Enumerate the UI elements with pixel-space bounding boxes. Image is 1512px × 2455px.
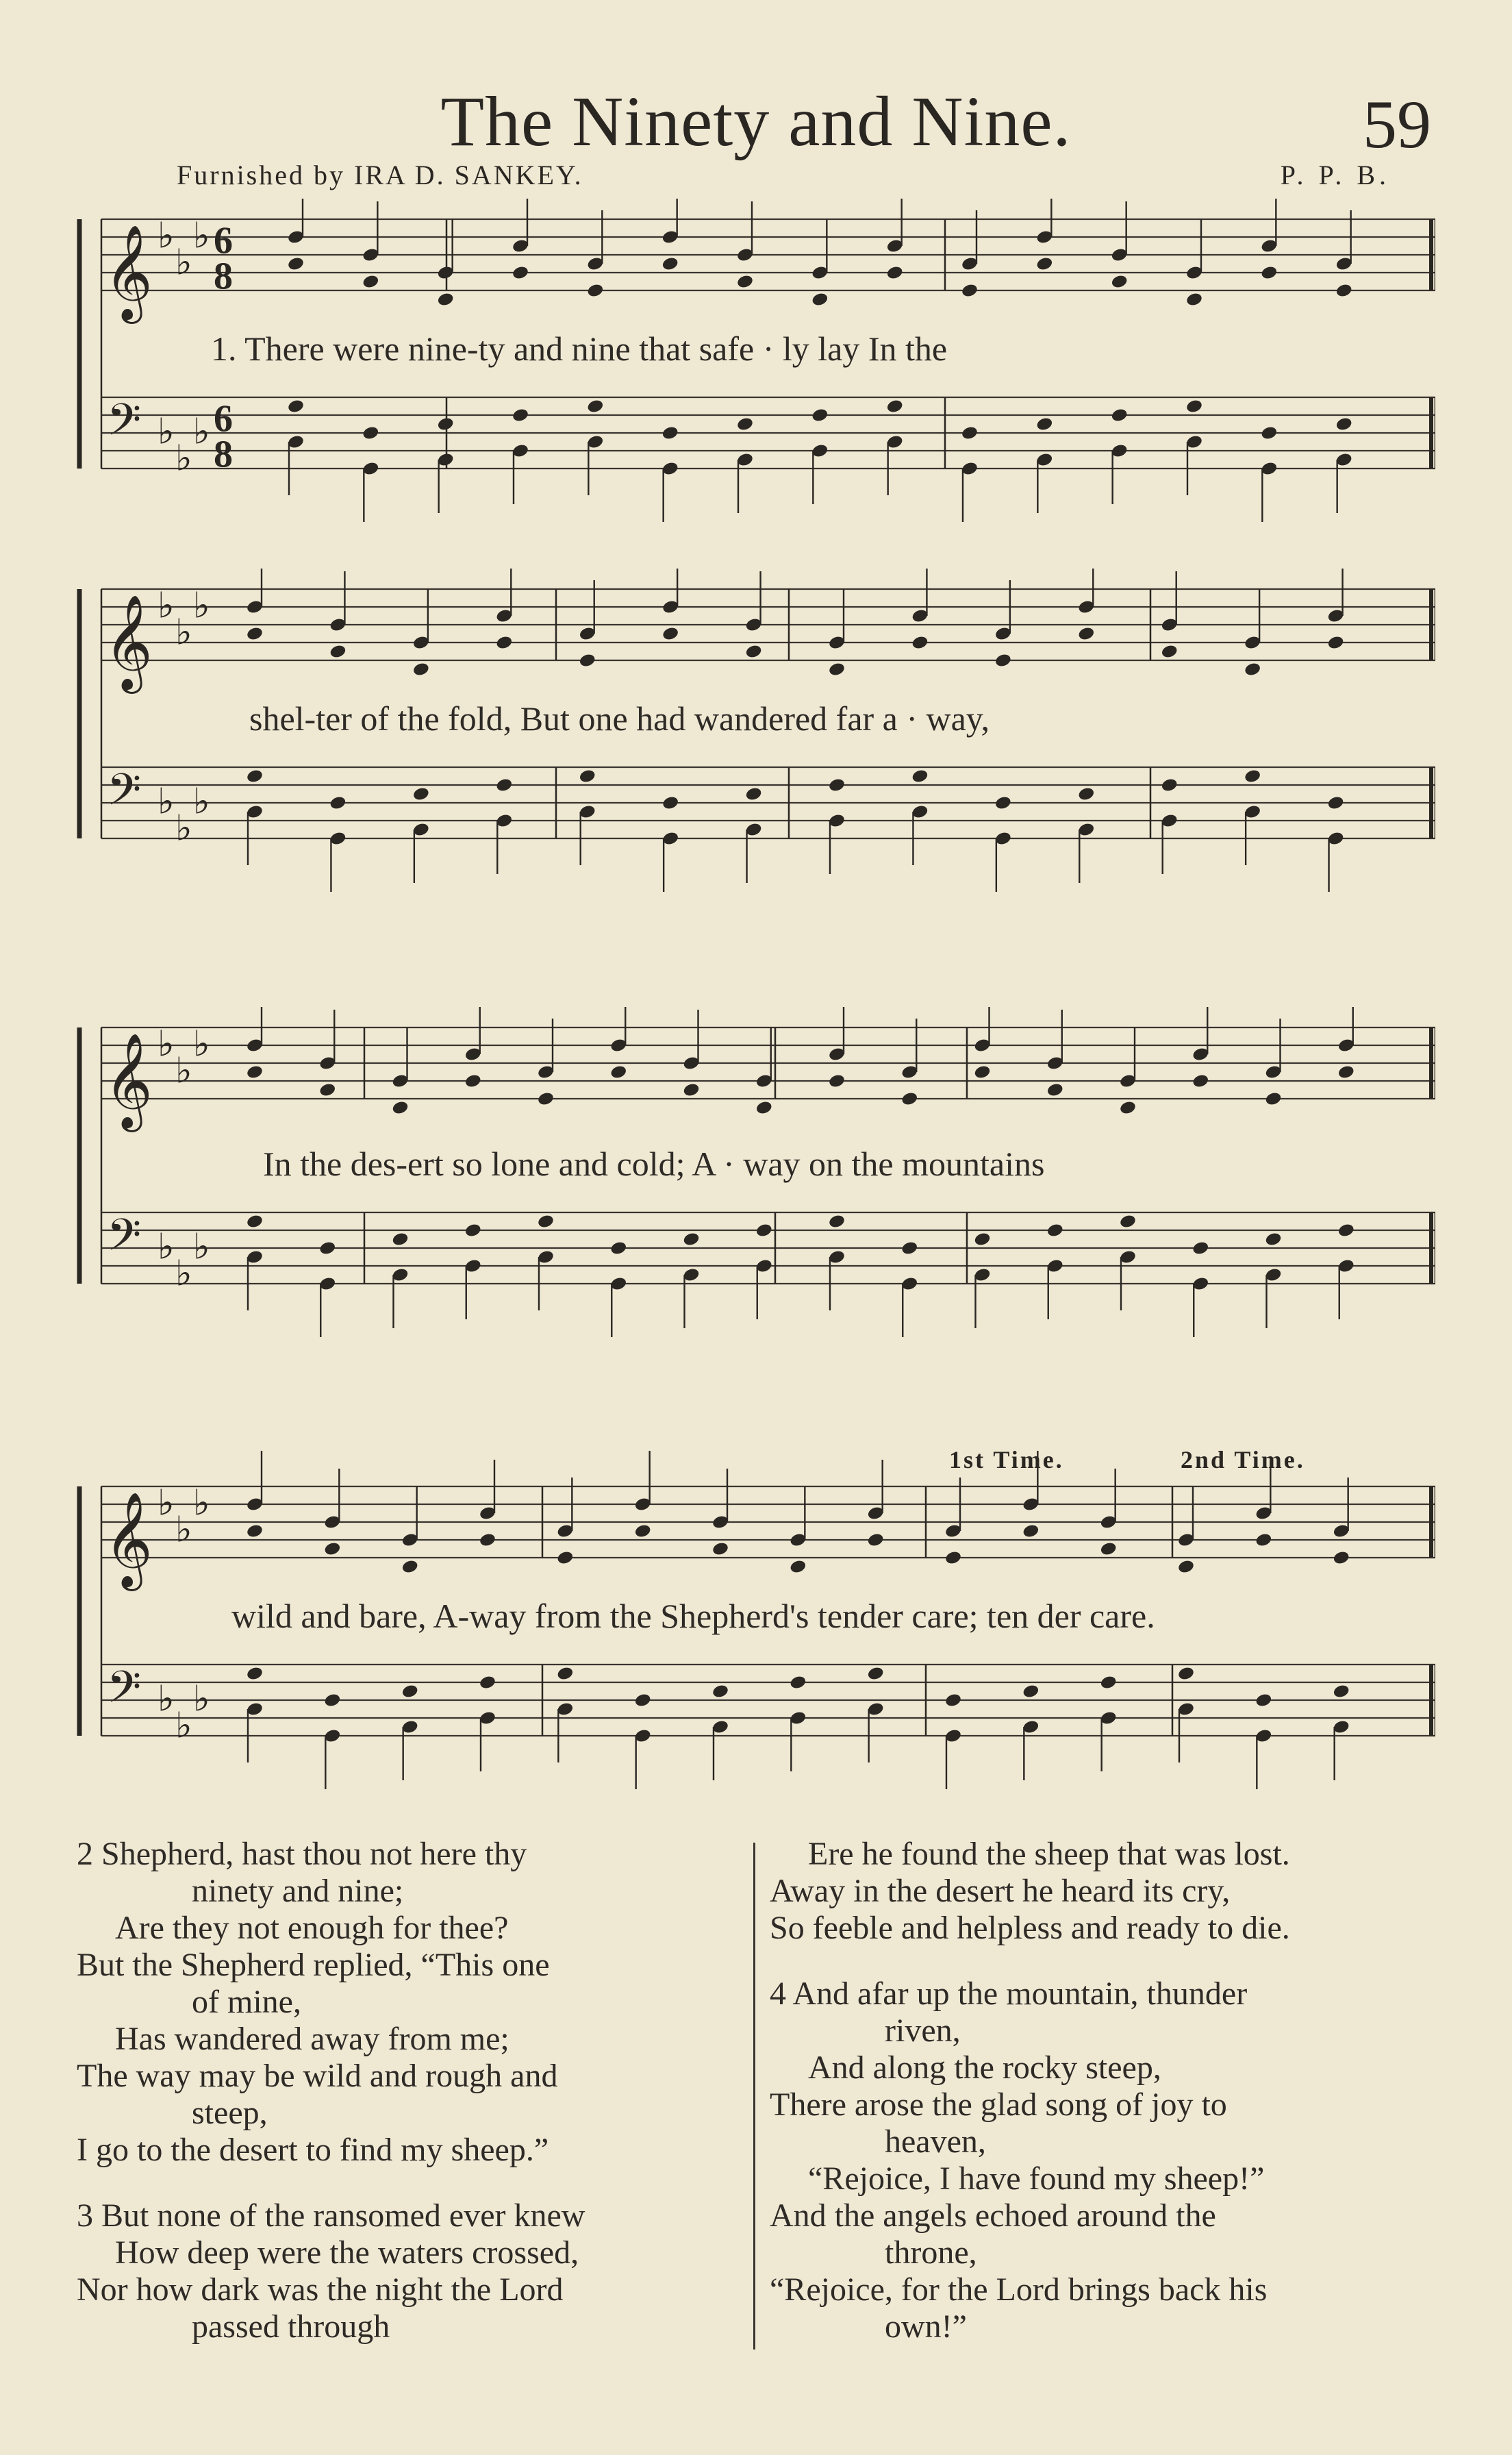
note-head bbox=[1326, 635, 1344, 651]
note-head bbox=[1177, 1559, 1195, 1575]
note-head bbox=[961, 425, 979, 441]
note-head bbox=[318, 1082, 336, 1098]
treble-clef: 𝄞 bbox=[104, 225, 153, 320]
note-head bbox=[662, 795, 679, 811]
flat-sign: ♭ bbox=[193, 1482, 210, 1524]
note-head bbox=[1333, 1550, 1350, 1566]
note-head bbox=[1046, 1223, 1064, 1238]
note-head bbox=[579, 653, 596, 669]
verses-left-column bbox=[77, 1836, 741, 2374]
note-head bbox=[886, 399, 904, 414]
flat-sign: ♭ bbox=[193, 1678, 210, 1720]
note-head bbox=[537, 1214, 555, 1230]
note-head bbox=[662, 626, 679, 642]
note-head bbox=[495, 777, 513, 793]
note-head bbox=[744, 786, 762, 802]
verse-line: ninety and nine; bbox=[192, 1873, 404, 1909]
note-head bbox=[973, 1064, 991, 1080]
note-head bbox=[586, 283, 604, 299]
flat-sign: ♭ bbox=[158, 781, 175, 823]
note-head bbox=[412, 662, 430, 677]
flat-sign: ♭ bbox=[193, 411, 210, 453]
hymn-title: The Ninety and Nine. bbox=[440, 82, 1072, 161]
note-head bbox=[789, 1559, 807, 1575]
note-head bbox=[1035, 256, 1053, 272]
verse-line: 4 And afar up the mountain, thunder bbox=[770, 1976, 1248, 2012]
note-head bbox=[1119, 1214, 1137, 1230]
note-head bbox=[994, 653, 1012, 669]
flat-sign: ♭ bbox=[193, 585, 210, 627]
flat-sign: ♭ bbox=[193, 781, 210, 823]
music-system-1 bbox=[77, 199, 1435, 555]
verse-line: passed through bbox=[192, 2308, 390, 2345]
verse-line: heaven, bbox=[885, 2123, 986, 2160]
note-head bbox=[682, 1082, 700, 1098]
treble-clef: 𝄞 bbox=[104, 1492, 153, 1587]
note-head bbox=[412, 786, 430, 802]
note-head bbox=[1022, 1523, 1040, 1539]
note-head bbox=[391, 1232, 409, 1247]
verse-line: The way may be wild and rough and bbox=[77, 2058, 558, 2094]
flat-sign: ♭ bbox=[175, 1705, 192, 1747]
note-head bbox=[556, 1550, 574, 1566]
flat-sign: ♭ bbox=[175, 808, 192, 849]
verse-line: How deep were the waters crossed, bbox=[115, 2234, 579, 2271]
note-head bbox=[828, 1214, 846, 1230]
flat-sign: ♭ bbox=[193, 1226, 210, 1268]
note-head bbox=[1035, 416, 1053, 432]
note-head bbox=[512, 408, 529, 423]
note-head bbox=[1337, 1064, 1355, 1080]
note-head bbox=[944, 1550, 962, 1566]
flat-sign: ♭ bbox=[175, 1050, 192, 1092]
note-head bbox=[1337, 1223, 1355, 1238]
flat-sign: ♭ bbox=[158, 1482, 175, 1524]
flat-sign: ♭ bbox=[175, 1509, 192, 1551]
note-head bbox=[1077, 626, 1095, 642]
note-head bbox=[1255, 1693, 1272, 1708]
note-head bbox=[1100, 1541, 1118, 1557]
note-head bbox=[755, 1223, 773, 1238]
note-head bbox=[736, 274, 754, 290]
flat-sign: ♭ bbox=[158, 215, 175, 257]
bass-clef: 𝄢 bbox=[107, 764, 142, 827]
note-head bbox=[246, 626, 264, 642]
note-head bbox=[1161, 644, 1179, 660]
note-head bbox=[1185, 292, 1203, 308]
note-head bbox=[736, 416, 754, 432]
note-head bbox=[1244, 662, 1261, 677]
verse-line: 3 But none of the ransomed ever knew bbox=[77, 2197, 585, 2234]
note-head bbox=[537, 1091, 555, 1107]
treble-clef: 𝄞 bbox=[104, 1033, 153, 1128]
flat-sign: ♭ bbox=[175, 242, 192, 284]
note-head bbox=[323, 1693, 341, 1708]
column-divider bbox=[753, 1843, 755, 2350]
note-head bbox=[828, 777, 846, 793]
verse-line: Are they not enough for thee? bbox=[115, 1910, 509, 1946]
note-head bbox=[900, 1091, 918, 1107]
bass-clef: 𝄢 bbox=[107, 1210, 142, 1272]
treble-clef: 𝄞 bbox=[104, 595, 153, 690]
verse-line: “Rejoice, for the Lord brings back his bbox=[770, 2271, 1268, 2308]
note-head bbox=[1260, 265, 1278, 281]
note-head bbox=[246, 769, 264, 784]
note-head bbox=[1111, 274, 1129, 290]
music-notation-1 bbox=[77, 199, 1435, 555]
verse-line: There arose the glad song of joy to bbox=[770, 2086, 1227, 2123]
time-signature-bottom: 8 bbox=[214, 255, 233, 298]
note-head bbox=[1100, 1675, 1118, 1691]
note-head bbox=[682, 1232, 700, 1247]
note-head bbox=[401, 1684, 419, 1699]
music-notation-2 bbox=[77, 569, 1435, 925]
note-head bbox=[512, 265, 529, 281]
verse-line: own!” bbox=[885, 2308, 967, 2345]
note-head bbox=[1161, 777, 1179, 793]
note-head bbox=[634, 1523, 652, 1539]
verse-stanza bbox=[770, 1976, 1434, 2345]
note-head bbox=[944, 1693, 962, 1708]
verse-line: Has wandered away from me; bbox=[115, 2021, 509, 2057]
note-head bbox=[662, 256, 679, 272]
note-head bbox=[1264, 1232, 1282, 1247]
note-head bbox=[711, 1684, 729, 1699]
music-system-3 bbox=[77, 1007, 1435, 1391]
verse-line: Ere he found the sheep that was lost. bbox=[808, 1836, 1290, 1872]
flat-sign: ♭ bbox=[175, 612, 192, 653]
note-head bbox=[609, 1241, 627, 1256]
note-head bbox=[811, 408, 829, 423]
note-head bbox=[911, 769, 929, 784]
verse-line: And along the rocky steep, bbox=[808, 2049, 1161, 2086]
flat-sign: ♭ bbox=[175, 438, 192, 479]
note-head bbox=[391, 1100, 409, 1116]
note-head bbox=[329, 795, 346, 811]
note-head bbox=[495, 635, 513, 651]
note-head bbox=[362, 274, 379, 290]
note-head bbox=[287, 256, 305, 272]
note-head bbox=[744, 644, 762, 660]
note-head bbox=[329, 644, 346, 660]
note-head bbox=[479, 1675, 496, 1691]
note-head bbox=[900, 1241, 918, 1256]
music-system-2 bbox=[77, 569, 1435, 925]
note-head bbox=[1264, 1091, 1282, 1107]
flat-sign: ♭ bbox=[193, 215, 210, 257]
verse-line: So feeble and helpless and ready to die. bbox=[770, 1910, 1290, 1946]
note-head bbox=[1244, 769, 1261, 784]
note-head bbox=[1185, 399, 1203, 414]
note-head bbox=[1077, 786, 1095, 802]
verse-line: And the angels echoed around the bbox=[770, 2197, 1216, 2234]
note-head bbox=[1335, 416, 1353, 432]
note-head bbox=[867, 1666, 885, 1682]
flat-sign: ♭ bbox=[158, 411, 175, 453]
note-head bbox=[246, 1214, 264, 1230]
note-head bbox=[789, 1675, 807, 1691]
lyric-line-3: In the des-ert so lone and cold; A · way on the mountains bbox=[263, 1145, 1045, 1183]
verse-stanza bbox=[77, 2197, 741, 2345]
flat-sign: ♭ bbox=[158, 1226, 175, 1268]
verse-line: of mine, bbox=[192, 1984, 301, 2020]
note-head bbox=[1192, 1241, 1209, 1256]
note-head bbox=[811, 292, 829, 308]
note-head bbox=[586, 399, 604, 414]
time-signature-top: 6 bbox=[214, 397, 233, 440]
note-head bbox=[1119, 1100, 1137, 1116]
note-head bbox=[579, 769, 596, 784]
note-head bbox=[464, 1223, 482, 1238]
flat-sign: ♭ bbox=[158, 585, 175, 627]
music-notation-3 bbox=[77, 1007, 1435, 1391]
note-head bbox=[1335, 283, 1353, 299]
note-head bbox=[401, 1559, 419, 1575]
verse-line: riven, bbox=[885, 2012, 961, 2049]
note-head bbox=[437, 292, 455, 308]
note-head bbox=[287, 399, 305, 414]
note-head bbox=[973, 1232, 991, 1247]
note-head bbox=[1192, 1073, 1209, 1089]
note-head bbox=[867, 1532, 885, 1548]
lyric-line-1: 1. There were nine-ty and nine that safe · ly lay In the bbox=[211, 329, 948, 368]
page-number: 59 bbox=[1363, 86, 1431, 162]
verse-line: steep, bbox=[192, 2095, 268, 2131]
note-head bbox=[464, 1073, 482, 1089]
flat-sign: ♭ bbox=[158, 1023, 175, 1065]
verse-line: But the Shepherd replied, “This one bbox=[77, 1947, 550, 1983]
verse-line: Nor how dark was the night the Lord bbox=[77, 2271, 564, 2308]
lyric-line-2: shel-ter of the fold, But one had wandered far a · way, bbox=[249, 699, 990, 738]
note-head bbox=[362, 425, 379, 441]
note-head bbox=[1022, 1684, 1040, 1699]
note-head bbox=[479, 1532, 496, 1548]
flat-sign: ♭ bbox=[193, 1023, 210, 1065]
note-head bbox=[1326, 795, 1344, 811]
note-head bbox=[662, 425, 679, 441]
note-head bbox=[1333, 1684, 1350, 1699]
note-head bbox=[828, 662, 846, 677]
note-head bbox=[828, 1073, 846, 1089]
verse-stanza bbox=[77, 1836, 741, 2169]
note-head bbox=[634, 1693, 652, 1708]
note-head bbox=[437, 416, 455, 432]
first-time-label: 1st Time. bbox=[949, 1446, 1064, 1473]
note-head bbox=[961, 283, 979, 299]
note-head bbox=[1255, 1532, 1272, 1548]
furnished-by-credit: Furnished by IRA D. SANKEY. bbox=[177, 160, 583, 190]
verse-line: throne, bbox=[885, 2234, 977, 2271]
flat-sign: ♭ bbox=[158, 1678, 175, 1720]
note-head bbox=[755, 1100, 773, 1116]
note-head bbox=[323, 1541, 341, 1557]
note-head bbox=[1046, 1082, 1064, 1098]
time-signature-bottom: 8 bbox=[214, 433, 233, 476]
note-head bbox=[556, 1666, 574, 1682]
verse-line: 2 Shepherd, hast thou not here thy bbox=[77, 1836, 527, 1872]
verse-line: Away in the desert he heard its cry, bbox=[770, 1873, 1231, 1909]
verse-line: I go to the desert to find my sheep.” bbox=[77, 2132, 549, 2168]
time-signature-top: 6 bbox=[214, 219, 233, 262]
note-head bbox=[246, 1666, 264, 1682]
note-head bbox=[994, 795, 1012, 811]
bass-clef: 𝄢 bbox=[107, 1662, 142, 1724]
verse-line: “Rejoice, I have found my sheep!” bbox=[808, 2160, 1265, 2197]
note-head bbox=[246, 1523, 264, 1539]
lyric-line-4: wild and bare, A-way from the Shepherd's tender care; ten der care. bbox=[231, 1597, 1155, 1635]
note-head bbox=[609, 1064, 627, 1080]
verses-right-column bbox=[770, 1836, 1434, 2374]
flat-sign: ♭ bbox=[175, 1253, 192, 1295]
second-time-label: 2nd Time. bbox=[1181, 1446, 1305, 1473]
note-head bbox=[1111, 408, 1129, 423]
note-head bbox=[711, 1541, 729, 1557]
note-head bbox=[318, 1241, 336, 1256]
music-system-4 bbox=[77, 1445, 1435, 1802]
note-head bbox=[911, 635, 929, 651]
note-head bbox=[1177, 1666, 1195, 1682]
verse-stanza bbox=[770, 1836, 1434, 1947]
composer-credit: P. P. B. bbox=[1280, 160, 1390, 190]
note-head bbox=[886, 265, 904, 281]
bass-clef: 𝄢 bbox=[107, 395, 142, 457]
note-head bbox=[1260, 425, 1278, 441]
note-head bbox=[246, 1064, 264, 1080]
